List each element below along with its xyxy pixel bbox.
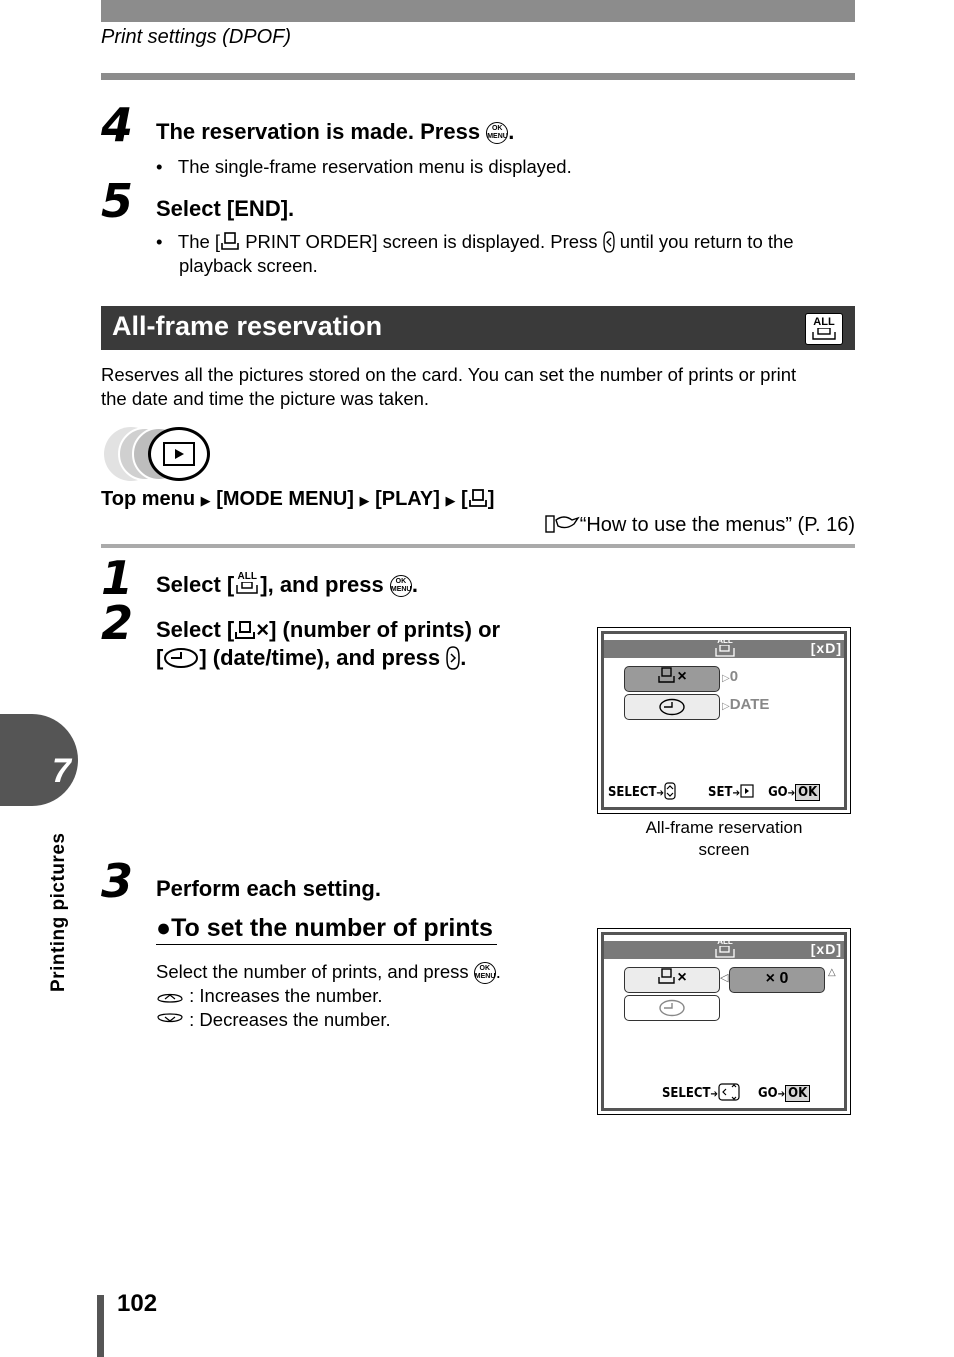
right-arrow-icon: ▶: [445, 493, 456, 508]
step-4-text: The reservation is made. Press: [156, 119, 481, 144]
menu-path-print-close: ]: [487, 488, 495, 510]
print-icon: [657, 667, 677, 683]
footer-ok-button: OK: [795, 784, 820, 801]
step-4-bullet-text: The single-frame reservation menu is displayed.: [177, 156, 572, 177]
subsection-title: To set the number of prints: [171, 914, 493, 942]
screen-title-bar: [604, 636, 844, 658]
left-arrow-icon: [603, 231, 615, 253]
screen-all-label: ALL: [717, 937, 733, 946]
prints-setting-screen: [597, 928, 851, 1115]
subsection-heading: [156, 914, 497, 945]
intro-line-2: the date and time the picture was taken.: [101, 388, 430, 409]
right-arrow-icon: ▷: [722, 673, 730, 684]
ok-menu-icon: OK MENU: [474, 962, 496, 984]
menu-item-date[interactable]: [624, 995, 720, 1021]
section-title: All-frame reservation: [112, 311, 383, 341]
down-instruction: : Decreases the number.: [189, 1009, 391, 1031]
prints-value: [722, 668, 738, 685]
footer-go: GO: [758, 1086, 778, 1101]
date-value-text: DATE: [729, 696, 770, 713]
menu-item-prints[interactable]: [624, 967, 720, 993]
page-number-bar: [97, 1295, 104, 1357]
step-number-4: 4: [101, 98, 134, 152]
step-2-title: Select [ ×] (number of prints) or [ ] (date/time), and press .: [156, 617, 501, 670]
up-down-icon: [664, 782, 676, 800]
step-2-line2-pre: [: [156, 645, 164, 670]
step-5-bullet: • The [ PRINT ORDER] screen is displayed. Press until you return to the playback screen.: [156, 230, 856, 278]
menu-item-date[interactable]: [624, 694, 720, 720]
step-2-line1-post: ×] (number of prints) or: [256, 617, 501, 642]
reference-icon: [544, 514, 580, 534]
up-instruction: : Increases the number.: [189, 985, 383, 1007]
print-icon: [220, 231, 240, 251]
playback-icon: [162, 441, 196, 467]
page-number: 102: [117, 1290, 158, 1317]
step-3-title: Perform each setting.: [156, 876, 381, 901]
playback-mode-icon: [104, 427, 214, 481]
right-box-icon: [740, 784, 754, 798]
prints-value-text: 0: [729, 668, 739, 685]
screen-footer: SELECT➔ SET➔ GO➔ OK: [608, 782, 846, 801]
screen-footer: SELECT➔ GO➔ OK: [662, 1083, 810, 1102]
screen-all-label: ALL: [717, 636, 733, 645]
screen-all-icon: [714, 938, 736, 960]
step-2-line1-pre: Select [: [156, 617, 235, 642]
footer-select: SELECT: [662, 1086, 711, 1101]
step-5-title: Select [END].: [156, 196, 295, 221]
all-frame-icon-label: ALL: [813, 316, 835, 328]
step-number-3: 3: [101, 854, 134, 908]
ok-menu-icon: OK MENU: [390, 575, 412, 597]
step-1-pre: Select [: [156, 572, 235, 597]
step-5-bullet-post: until you return to the: [614, 231, 794, 252]
section-header: [101, 306, 855, 350]
header-title: Print settings (DPOF): [101, 26, 292, 48]
step-5-bullet-line2: playback screen.: [179, 255, 318, 276]
step-number-2: 2: [101, 596, 134, 650]
print-icon: [468, 488, 488, 508]
step-5-bullet-mid: PRINT ORDER] screen is displayed. Press: [240, 231, 603, 252]
menu-item-prints-label: ×: [677, 668, 687, 685]
clock-icon: [658, 999, 686, 1017]
step-5-bullet-pre: The [: [177, 231, 221, 252]
clock-icon: [658, 698, 686, 716]
step-1-post: ], and press: [260, 572, 384, 597]
screen-all-icon: [714, 637, 736, 659]
step-2-line2-post: ] (date/time), and press: [199, 645, 441, 670]
clock-icon: [163, 647, 199, 669]
all-frame-inline-icon: [234, 572, 260, 597]
four-way-icon: [718, 1083, 740, 1101]
menu-path-play: [PLAY]: [375, 488, 440, 510]
step-number-1: 1: [101, 551, 134, 605]
step-1-title: Select [ ALL ], and press OK MENU.: [156, 571, 418, 597]
print-icon: [657, 968, 677, 984]
menu-reference: [544, 514, 855, 537]
right-arrow-icon: ▶: [200, 493, 211, 508]
prints-instructions: Select the number of prints, and press OK MENU. : Increases the number. : Decreases the number.: [156, 961, 501, 1031]
caption-line-1: All-frame reservation: [645, 818, 803, 837]
divider-rule: [101, 544, 855, 548]
menu-path: [101, 488, 494, 511]
menu-item-prints-label: ×: [677, 969, 687, 986]
prints-value-box[interactable]: [729, 967, 825, 993]
intro-line-1: Reserves all the pictures stored on the card. You can set the number of prints or print: [101, 364, 797, 385]
all-frame-reservation-screen: [597, 627, 851, 814]
right-arrow-icon: ▷: [722, 701, 730, 712]
menu-path-print-open: [: [461, 488, 468, 510]
caption-line-2: screen: [698, 840, 750, 859]
all-frame-icon: [805, 313, 843, 345]
up-arrow-icon: △: [828, 967, 836, 978]
menu-item-prints[interactable]: [624, 666, 720, 692]
footer-select: SELECT: [608, 785, 657, 800]
chapter-label: Printing pictures: [48, 832, 69, 992]
menu-path-mode: [MODE MENU]: [216, 488, 354, 510]
chapter-number: 7: [52, 752, 71, 790]
header-bottom-bar: [101, 73, 855, 80]
step-4-bullet: • The single-frame reservation menu is displayed.: [156, 156, 572, 177]
menu-path-top: Top menu: [101, 488, 196, 510]
up-arrow-icon: [156, 988, 184, 1004]
print-icon: [234, 620, 256, 640]
left-arrow-icon: ◁: [720, 972, 729, 984]
media-indicator: [xD]: [810, 640, 842, 656]
all-frame-inline-label: ALL: [237, 571, 257, 582]
chapter-tab: [0, 714, 78, 806]
right-arrow-icon: [446, 646, 460, 670]
right-arrow-icon: ▶: [359, 493, 370, 508]
instruction-line-1: Select the number of prints, and press: [156, 961, 469, 982]
bullet-icon: ●: [156, 914, 172, 942]
date-value: [722, 696, 769, 713]
screen1-caption: [597, 817, 851, 861]
step-4-title: The reservation is made. Press OK MENU.: [156, 119, 515, 144]
step-number-5: 5: [101, 174, 134, 228]
screen-title-bar: [604, 937, 844, 959]
reference-text: “How to use the menus” (P. 16): [579, 514, 855, 536]
header-top-bar: [101, 0, 855, 22]
footer-set: SET: [708, 785, 733, 800]
section-intro: [101, 363, 861, 411]
footer-ok-button: OK: [785, 1085, 810, 1102]
footer-go: GO: [768, 785, 788, 800]
down-arrow-icon: [156, 1012, 184, 1028]
prints-count: × 0: [765, 970, 789, 987]
ok-menu-icon: OK MENU: [486, 122, 508, 144]
media-indicator: [xD]: [810, 941, 842, 957]
